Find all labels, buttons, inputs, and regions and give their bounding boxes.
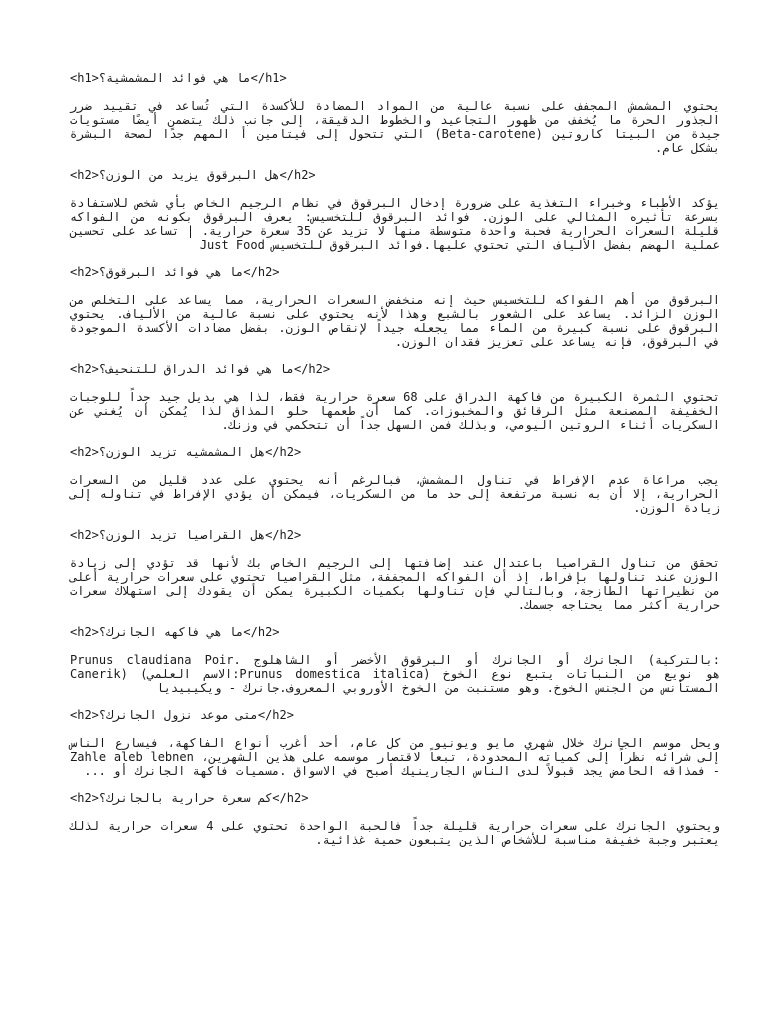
section-heading-peach-slimming: <h2>ما هي فوائد الدراق للتنحيف؟</h2> [70, 362, 331, 376]
section-body-peach-slimming: تحتوي الثمرة الكبيرة من فاكهة الدراق على 68 سعرة حرارية فقط، لذا هي بديل جيد جداً للوجبات الخفيفة المصنعة مثل الرقائق والمخبوزات. كما أن طعمها حلو المذاق لذا يُمكن أن يُغني عن السكريات أثناء الروتين اليومي، وبذلك فمن السهل جداً أن تتحكمي في وزنك. [70, 390, 720, 432]
section-heading-plum-benefits: <h2>ما هي فوائد البرقوق؟</h2> [70, 265, 280, 279]
section-body-plum-weight: يؤكد الأطباء وخبراء التغذية على ضرورة إدخال البرقوق في نظام الرجيم الخاص بأي شخص للاستفادة بسرعة تأثيره المثالي على الوزن. فوائد البرقوق للتخسيس: يعرف البرقوق بكونه من الفواكه قليلة السعرات الحرارية فحبة واحدة متوسطة منها لا تزيد عن 35 سعرة حرارية. | تساعد على تحسين عملية الهضم بفضل الألياف التي تحتوي عليها.فوائد البرقوق للتخسيس Just Food [70, 196, 720, 252]
section-heading-apricot-weight: <h2>هل المشمشيه تزيد الوزن؟</h2> [70, 445, 302, 459]
section-body-janerik-calories: ويحتوي الجانرك على سعرات حرارية قليلة جداً فالحبة الواحدة تحتوي على 4 سعرات حرارية لذلك يعتبر وجبة خفيفة مناسبة للأشخاص الذين يتبعون حمية غذائية. [70, 819, 720, 847]
section-body-janerik-season: ويحل موسم الجانرك خلال شهري مايو ويونيو من كل عام، أحد أغرب أنواع الفاكهة، فيسارع الناس إلى شرائه نظراً إلى كمياته المحدودة، تبعاً لاقتصار موسمه على هذين الشهرين، Zahle aleb lebnen - فمذاقه الحامض يجد قبولاً لدى الناس الجارينيك أصبح في الاسواق .مسميات فاكهة الجانرك أو ... [70, 736, 720, 778]
section-heading-janerik-calories: <h2>كم سعرة حرارية بالجانرك؟</h2> [70, 791, 309, 805]
section-heading-janerik-season: <h2>متى موعد نزول الجانرك؟</h2> [70, 708, 294, 722]
section-body-apricot-weight: يجب مراعاة عدم الإفراط في تناول المشمش، فبالرغم أنه يحتوي على عدد قليل من السعرات الحرارية، إلا أن به نسبة مرتفعة إلى حد ما من السكريات، فيمكن أن يؤدي الإفراط في تناوله إلى زيادة الوزن. [70, 473, 720, 515]
document-page [70, 58, 720, 847]
section-heading-janerik-fruit: <h2>ما هي فاكهه الجانرك؟</h2> [70, 625, 280, 639]
section-heading-plum-weight: <h2>هل البرقوق يزيد من الوزن؟</h2> [70, 168, 316, 182]
section-body-apricot-benefits: يحتوي المشمش المجفف على نسبة عالية من المواد المضادة للأكسدة التي تُساعد في تقييد ضرر الجذور الحرة ما يُخفف من ظهور التجاعيد والخطوط الدقيقة، إلى جانب ذلك يتضمن أيضًا مستويات جيدة من البيتا كاروتين (Beta-carotene) التي تتحول إلى فيتامين أ المهم جدًا لصحة البشرة بشكل عام. [70, 99, 721, 155]
section-body-plum-benefits: البرقوق من أهم الفواكه للتخسيس حيث إنه منخفض السعرات الحرارية، مما يساعد على التخلص من الوزن الزائد. يساعد على الشعور بالشبع وهذا لأنه يحتوي على نسبة عالية من الألياف. يحتوي البرقوق على نسبة كبيرة من الماء مما يجعله جيداً لإنقاص الوزن. بفضل مضادات الأكسدة الموجودة في البرقوق، فإنه يساعد على تعزيز فقدان الوزن. [70, 293, 720, 349]
section-body-prunes-weight: تحقق من تناول القراصيا باعتدال عند إضافتها إلى الرجيم الخاص بك لأنها قد تؤدي إلى زيادة الوزن عند تناولها بإفراط، إذ أن الفواكه المجففة، مثل القراصيا تحتوي على سعرات حرارية أعلى من نظيراتها الطازجة، وبالتالي فإن تناولها بكميات الكبيرة يمكن أن يقودك إلى استهلاك سعرات حرارية أكثر مما يحتاجه جسمك. [70, 556, 720, 612]
section-heading-apricot-benefits: <h1>ما هي فوائد المشمشية؟</h1> [70, 71, 287, 85]
section-body-janerik-fruit: Prunus claudiana Poir. الجانرك أو الجانرك أو البرقوق الأخضر أو الشاهلوج (بالتركية: Canerik) (الاسم العلمي:Prunus domestica italica) هو نويع من النباتات يتبع نوع الخوخ المستأنس من الجنس الخوخ. وهو مستنبت من الخوخ الأوروبي المعروف.جانرك - ويكيبيديا [70, 653, 720, 695]
section-heading-prunes-weight: <h2>هل القراصيا تزيد الوزن؟</h2> [70, 528, 302, 542]
